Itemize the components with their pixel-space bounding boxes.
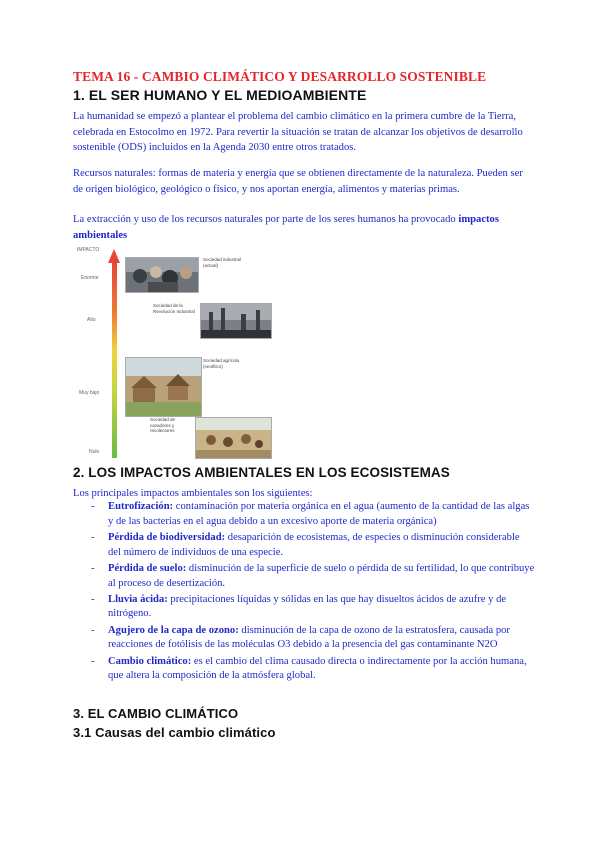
hunter-gatherer-photo	[195, 417, 272, 459]
axis-title: IMPACTO	[77, 247, 100, 253]
list-item: - Agujero de la capa de ozono: disminución de la capa de ozono de la estratosfera, causada por reacciones de fotólisis de las moléculas O3 debido a la presencia del gas contaminante N2O	[91, 624, 510, 651]
item-term: Cambio climático:	[108, 655, 192, 667]
level-label: Enorme	[81, 275, 99, 281]
item-text: es el cambio del clima causado directa o indirectamente por la acción humana, que altera la composición de la atmósfera global.	[108, 655, 527, 682]
impacts-intro: Los principales impactos ambientales son los siguientes:	[73, 488, 313, 499]
impactos-bold: impactos ambientales	[73, 214, 499, 241]
item-term: Lluvia ácida:	[108, 593, 168, 605]
section-3-1-heading: 3.1 Causas del cambio climático	[73, 725, 276, 740]
impact-figure	[73, 245, 273, 460]
industrial-society-photo	[125, 257, 199, 293]
section-3-heading: 3. EL CAMBIO CLIMÁTICO	[73, 706, 239, 721]
level-label: Alto	[87, 317, 96, 323]
caption: Sociedad de cazadores y recolectores	[150, 417, 176, 433]
list-item: - Pérdida de suelo: disminución de la superficie de suelo o pérdida de su fertilidad, lo que contribuye al proceso de desertización.	[91, 562, 535, 589]
item-term: Agujero de la capa de ozono:	[108, 624, 239, 636]
item-text: disminución de la superficie de suelo o pérdida de su fertilidad, lo que contribuye al proceso de desertización.	[108, 562, 535, 589]
item-term: Pérdida de biodiversidad:	[108, 531, 226, 543]
document-title: TEMA 16 - CAMBIO CLIMÁTICO Y DESARROLLO SOSTENIBLE	[73, 69, 487, 84]
list-item: - Pérdida de biodiversidad: desaparición de ecosistemas, de especies o disminución considerable del número de individuos de una especie.	[91, 531, 520, 558]
arrow-head-icon	[108, 249, 120, 263]
item-term: Eutrofización:	[108, 501, 174, 512]
level-label: Nulo	[89, 449, 100, 455]
list-item: - Cambio climático: es el cambio del clima causado directa o indirectamente por la acción humana, que altera la composición de la atmósfera global.	[91, 655, 527, 682]
section-2-heading: 2. LOS IMPACTOS AMBIENTALES EN LOS ECOSISTEMAS	[73, 465, 450, 480]
paragraph-recursos: Recursos naturales: formas de materia y energía que se obtienen directamente de la naturaleza. Pueden ser de origen biológico, geológico o físico, y nos aportan energía, alimentos y materias primas.	[73, 168, 523, 195]
caption: Sociedad agrícola (neolítico)	[203, 358, 240, 369]
item-text: disminución de la capa de ozono de la estratosfera, causada por reacciones de fotólisis de las moléculas O3 debido a la presencia del gas contaminante N2O	[108, 624, 510, 651]
paragraph-cumbre: La humanidad se empezó a plantear el problema del cambio climático en la primera cumbre de la Tierra, celebrada en Estocolmo en 1972. Para revertir la situación se tratan de alcanzar los objetivos de desarrollo sostenible (ODS) incluidos en la Agenda 2030 entre otros tratados.	[73, 111, 523, 153]
caption: Sociedad industrial (actual)	[203, 257, 242, 268]
list-item: - Lluvia ácida: precipitaciones líquidas y sólidas en las que hay disueltos ácidos de azufre y de nitrógeno.	[91, 593, 507, 620]
item-text: contaminación por materia orgánica en el agua (aumento de la cantidad de las algas y de las bacterias en el agua debido a un excesivo aporte de materia orgánica)	[108, 501, 530, 527]
paragraph-impactos	[73, 212, 533, 243]
industrial-revolution-photo	[200, 303, 272, 339]
agricultural-society-photo	[125, 357, 202, 417]
caption: Sociedad de la Revolución Industrial	[153, 303, 195, 314]
impacts-list	[73, 500, 535, 685]
section-1-heading: 1. EL SER HUMANO Y EL MEDIOAMBIENTE	[73, 87, 367, 103]
item-text: precipitaciones líquidas y sólidas en las que hay disueltos ácidos de azufre y de nitrógeno.	[108, 593, 507, 620]
impact-gradient-bar	[112, 263, 117, 458]
level-label: Muy bajo	[79, 390, 100, 396]
item-text: desaparición de ecosistemas, de especies o disminución considerable del número de individuos de una especie.	[108, 531, 520, 558]
item-term: Pérdida de suelo:	[108, 562, 187, 574]
impactos-text: La extracción y uso de los recursos naturales por parte de los seres humanos ha provocado	[73, 214, 459, 225]
list-item: - Eutrofización: contaminación por materia orgánica en el agua (aumento de la cantidad de las algas y de las bacterias en el agua debido a un excesivo aporte de materia orgánica)	[91, 501, 530, 527]
